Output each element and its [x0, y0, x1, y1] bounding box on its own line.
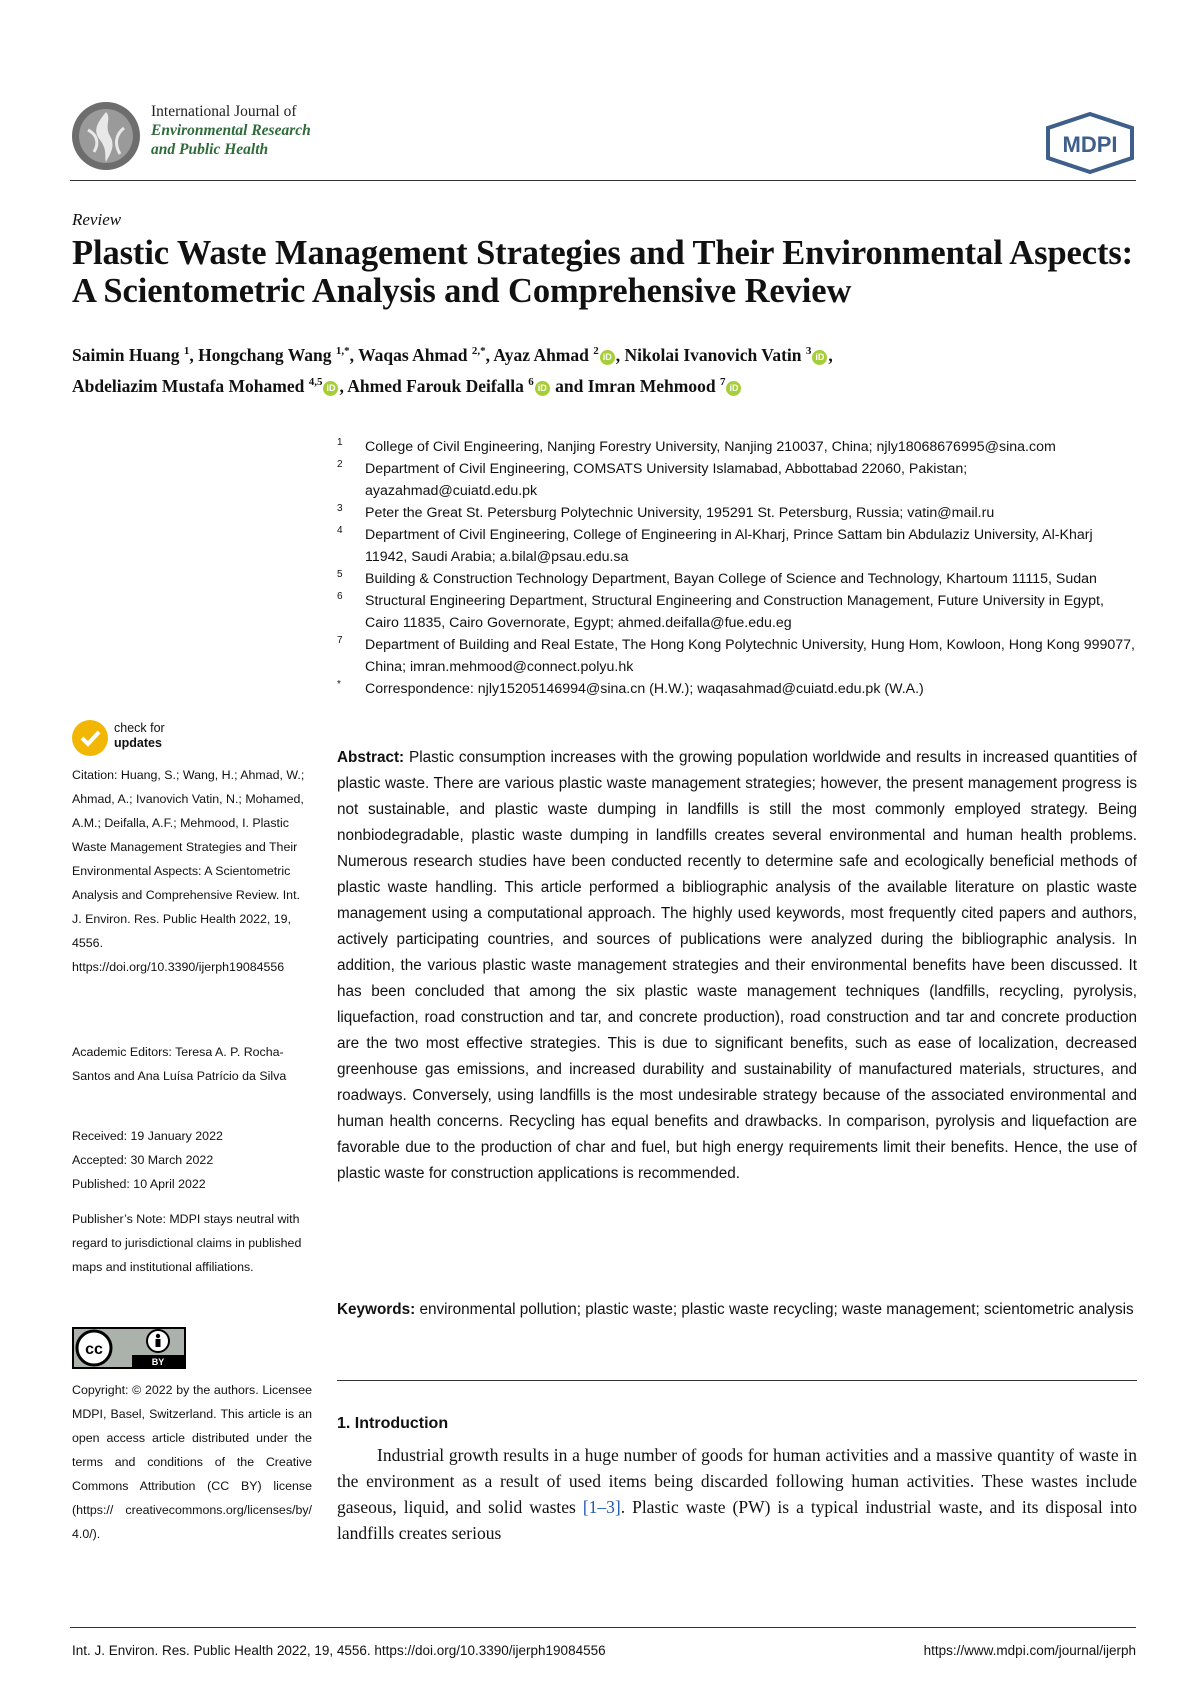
- author-affiliation-marker: 4,5: [308, 375, 323, 388]
- author-separator: ,: [615, 344, 625, 365]
- affiliation-item: [337, 590, 1137, 634]
- check-updates-icon: [72, 720, 108, 756]
- author-name: Abdeliazim Mustafa Mohamed: [72, 375, 305, 396]
- affiliation-text: Building & Construction Technology Department, Bayan College of Science and Technology, Khartoum 11115, Sudan: [365, 571, 1097, 587]
- affiliation-item: [337, 436, 1137, 458]
- affiliation-item: [337, 502, 1137, 524]
- affiliation-number: 5: [337, 569, 343, 580]
- author-affiliation-marker: 6: [528, 375, 534, 388]
- journal-name-line1: International Journal of: [151, 103, 297, 120]
- affiliation-text: Correspondence: njly15205146994@sina.cn (H.W.); waqasahmad@cuiatd.edu.pk (W.A.): [365, 681, 924, 697]
- intro-text-2: . Plastic waste (PW) is a typical industrial waste, and its disposal into landfills creates serious: [337, 1497, 1137, 1543]
- intro-paragraph: [337, 1442, 1137, 1546]
- affiliation-item: [337, 524, 1137, 568]
- affiliation-number: 2: [337, 459, 343, 470]
- svg-text:BY: BY: [151, 1357, 165, 1367]
- published-date: Published: 10 April 2022: [72, 1177, 206, 1191]
- mdpi-logo: [1044, 112, 1136, 174]
- affiliation-text: Department of Building and Real Estate, The Hong Kong Polytechnic University, Hung Hom, Kowloon, Hong Kong 999077, China; imran.mehmood@connect.polyu.hk: [365, 637, 1135, 675]
- received-date: Received: 19 January 2022: [72, 1129, 223, 1143]
- author-affiliation-marker: 7: [719, 375, 726, 388]
- affiliation-item: [337, 678, 1137, 700]
- citation: Citation: Huang, S.; Wang, H.; Ahmad, W.; Ahmad, A.; Ivanovich Vatin, N.; Mohamed, A.M.; Deifalla, A.F.; Mehmood, I. Plastic Waste Management Strategies and Their Environmental Aspects: A Scientometric Analysis and Comprehensive Review. Int. J. Environ. Res. Public Health 2022, 19, 4556. https://doi.org/10.3390/ijerph19084556: [72, 768, 305, 974]
- author-affiliation-marker: 3: [805, 345, 812, 357]
- affiliation-number: 1: [337, 437, 343, 448]
- journal-name-line3: and Public Health: [151, 141, 269, 158]
- citation-link[interactable]: [1–3]: [582, 1497, 621, 1517]
- intro-heading: 1. Introduction: [337, 1415, 449, 1432]
- affiliation-item: [337, 568, 1137, 590]
- author-separator: and: [550, 375, 588, 396]
- journal-logo: [70, 100, 142, 172]
- accepted-date: Accepted: 30 March 2022: [72, 1153, 214, 1167]
- affiliation-item: [337, 458, 1137, 502]
- author-separator: ,: [189, 344, 199, 365]
- cc-by-license-icon: [72, 1327, 186, 1369]
- orcid-icon[interactable]: iD: [600, 350, 615, 365]
- footer-journal-url[interactable]: https://www.mdpi.com/journal/ijerph: [923, 1643, 1136, 1658]
- affiliation-text: Peter the Great St. Petersburg Polytechnic University, 195291 St. Petersburg, Russia; vatin@mail.ru: [365, 505, 995, 521]
- affiliation-list: [337, 436, 1137, 700]
- author-name: Imran Mehmood: [587, 375, 716, 396]
- article-title: Plastic Waste Management Strategies and Their Environmental Aspects: A Scientometric Analysis and Comprehensive Review: [72, 234, 1134, 310]
- abstract-text: Plastic consumption increases with the growing population worldwide and results in increased quantities of plastic waste. There are various plastic waste management strategies; however, the present management progress is not sustainable, and plastic waste dumping in landfills is still the most commonly employed strategy. Being nonbiodegradable, plastic waste dumping in landfills creates several environmental and human health problems. Numerous research studies have been conducted recently to determine safe and ecologically beneficial methods of plastic waste handling. This article performed a bibliographic analysis of the available literature on plastic waste management using a computational approach. The highly used keywords, most frequently cited papers and authors, actively participating countries, and sources of publications were analyzed during the bibliographic analysis. In addition, the various plastic waste management strategies and their environmental benefits have been discussed. It has been concluded that among the six plastic waste management techniques (landfills, recycling, pyrolysis, liquefaction, road construction and tar, and concrete production), road construction and tar and concrete production are the two most effective strategies. This is due to significant benefits, such as ease of localization, decreased greenhouse gas emissions, and increased durability and sustainability of manufactured materials, structures, and roadways. Conversely, using landfills is the most undesirable strategy because of the associated environmental and human health concerns. Recycling has equal benefits and drawbacks. In comparison, pyrolysis and liquefaction are favorable due to the production of char and fuel, but high energy requirements limit their benefits. Hence, the use of plastic waste for construction applications is recommended.: [337, 749, 1138, 1182]
- orcid-icon[interactable]: iD: [535, 381, 550, 396]
- author-name: Ahmed Farouk Deifalla: [347, 375, 524, 396]
- abstract-label: Abstract:: [337, 749, 405, 766]
- affiliation-text: Department of Civil Engineering, COMSATS University Islamabad, Abbottabad 22060, Pakistan; ayazahmad@cuiatd.edu.pk: [365, 461, 968, 499]
- author-name: Hongchang Wang: [198, 344, 332, 365]
- keywords-label: Keywords:: [337, 1301, 416, 1318]
- affiliation-text: Department of Civil Engineering, College of Engineering in Al-Kharj, Prince Sattam bin Abdulaziz University, Al-Kharj 11942, Saudi Arabia; a.bilal@psau.edu.sa: [365, 527, 1093, 565]
- keywords: [337, 1297, 1137, 1323]
- header-rule: [70, 180, 1136, 181]
- author-affiliation-marker: 1: [183, 345, 190, 357]
- author-name: Ayaz Ahmad: [493, 344, 589, 365]
- author-separator: ,: [828, 344, 833, 365]
- orcid-icon[interactable]: iD: [812, 350, 827, 365]
- affiliation-number: 6: [337, 591, 343, 602]
- author-separator: ,: [339, 375, 348, 396]
- affiliation-number: 7: [337, 635, 343, 646]
- author-name: Saimin Huang: [72, 344, 180, 365]
- dates: [72, 1124, 312, 1196]
- publisher-name: MDPI: [1062, 132, 1118, 157]
- author-affiliation-marker: 1,*: [335, 345, 350, 357]
- affiliation-item: [337, 634, 1137, 678]
- author-affiliation-marker: 2,*: [471, 345, 486, 357]
- article-type: Review: [72, 210, 122, 229]
- author-affiliation-marker: 2: [593, 345, 599, 357]
- intro-text-1: Industrial growth results in a huge number of goods for human activities and a massive quantity of waste in the environment as a result of used items being discarded following human activities. These wastes include gaseous, liquid, and solid wastes: [337, 1445, 1137, 1517]
- academic-editors: Academic Editors: Teresa A. P. Rocha-Santos and Ana Luísa Patrício da Silva: [72, 1045, 287, 1083]
- author-list: [72, 338, 1142, 400]
- keywords-text: environmental pollution; plastic waste; plastic waste recycling; waste management; scientometric analysis: [419, 1301, 1134, 1318]
- affiliation-text: Structural Engineering Department, Structural Engineering and Construction Management, Future University in Egypt, Cairo 11835, Cairo Governorate, Egypt; ahmed.deifalla@fue.edu.eg: [365, 593, 1104, 631]
- author-name: Nikolai Ivanovich Vatin: [624, 344, 802, 365]
- affiliation-number: *: [337, 679, 341, 690]
- publisher-note: Publisher’s Note: MDPI stays neutral with regard to jurisdictional claims in published maps and institutional affiliations.: [72, 1212, 302, 1274]
- footer-citation: Int. J. Environ. Res. Public Health 2022, 19, 4556. https://doi.org/10.3390/ijerph19084556: [72, 1643, 606, 1658]
- journal-name: [151, 102, 311, 159]
- author-separator: ,: [349, 344, 359, 365]
- affiliation-number: 3: [337, 503, 343, 514]
- orcid-icon[interactable]: iD: [726, 381, 741, 396]
- check-updates-line1: check for: [114, 721, 165, 735]
- section-rule: [337, 1380, 1137, 1381]
- journal-name-line2: Environmental Research: [151, 122, 311, 139]
- copyright-notice: Copyright: © 2022 by the authors. Licensee MDPI, Basel, Switzerland. This article is an open access article distributed under the terms and conditions of the Creative Commons Attribution (CC BY) license (https:// creativecommons.org/licenses/by/ 4.0/).: [72, 1383, 312, 1541]
- author-name: Waqas Ahmad: [358, 344, 468, 365]
- orcid-icon[interactable]: iD: [323, 381, 338, 396]
- affiliation-number: 4: [337, 525, 343, 536]
- author-separator: ,: [485, 344, 494, 365]
- footer-rule: [70, 1627, 1136, 1628]
- check-updates-line2: updates: [114, 736, 162, 750]
- abstract: [337, 745, 1137, 1187]
- affiliation-text: College of Civil Engineering, Nanjing Forestry University, Nanjing 210037, China; njly18068676995@sina.com: [365, 439, 1056, 455]
- svg-text:cc: cc: [85, 1341, 103, 1358]
